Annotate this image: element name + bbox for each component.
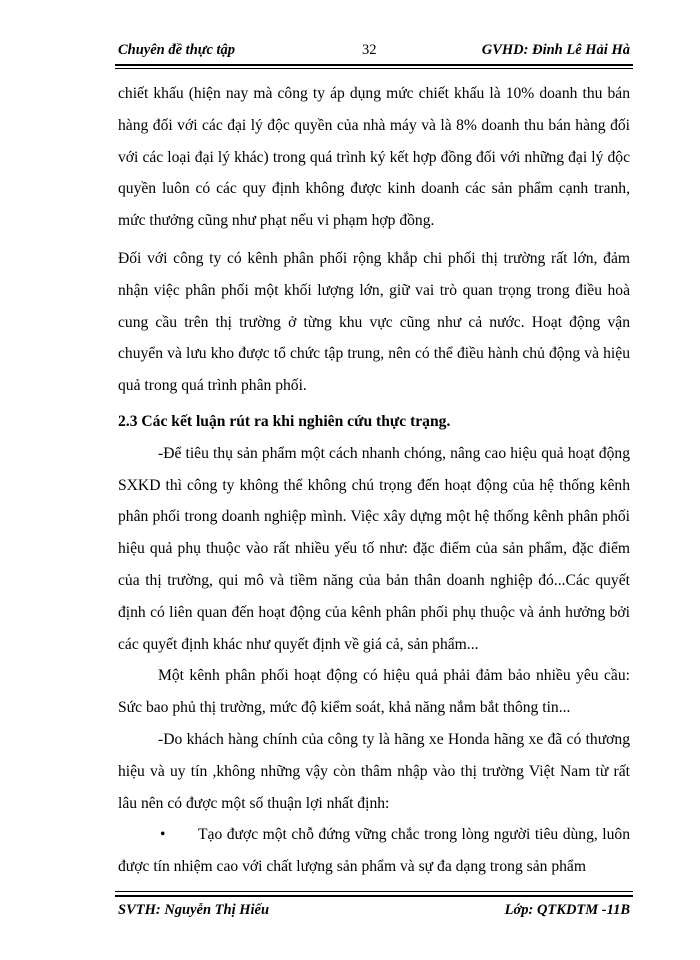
paragraph-customers: -Do khách hàng chính của công ty là hãng xe Honda hãng xe đã có thương hiệu và uy tín ,không những vậy còn thâm nhập vào thị trường Việt Nam từ rất lâu nên có được một số thuận lợi nhất định: <box>118 730 630 812</box>
paragraph-requirements: Một kênh phân phối hoạt động có hiệu quả phải đảm bảo nhiều yêu cầu: Sức bao phủ thị trường, mức độ kiểm soát, khả năng nắm bắt thông tin... <box>118 667 630 717</box>
page-header <box>118 40 630 62</box>
header-supervisor: GVHD: Đinh Lê Hải Hà <box>481 42 630 58</box>
paragraph-distribution: Đối với công ty có kênh phân phối rộng khắp chi phối thị trường rất lớn, đảm nhận việc phân phối một khối lượng lớn, giữ vai trò quan trọng trong điều hoà cung cầu trên thị trường ở từng khu vực cũng như cả nước. Hoạt động vận chuyển và lưu kho được tổ chức tập trung, nên có thể điều hành chủ động và hiệu quả trong quá trình phân phối. <box>118 249 630 395</box>
footer-class: Lớp: QTKDTM -11B <box>504 902 630 918</box>
section-heading: 2.3 Các kết luận rút ra khi nghiên cứu thực trạng. <box>118 412 451 430</box>
header-rule-thin <box>115 68 633 69</box>
document-body <box>118 78 630 883</box>
page-footer <box>118 902 630 922</box>
footer-rule <box>115 895 633 897</box>
footer-student: SVTH: Nguyễn Thị Hiếu <box>118 902 270 918</box>
bullet-text: Tạo được một chỗ đứng vững chắc trong lòng người tiêu dùng, luôn được tín nhiệm cao với chất lượng sản phẩm và sự đa dạng trong sản phẩm <box>118 826 630 876</box>
page-number: 32 <box>362 42 377 58</box>
header-title: Chuyên đề thực tập <box>118 42 236 58</box>
footer-rule-thin <box>115 891 633 892</box>
bullet-item <box>118 819 630 883</box>
header-rule <box>115 64 633 66</box>
paragraph-discount: chiết khấu (hiện nay mà công ty áp dụng mức chiết khấu là 10% doanh thu bán hàng đối với các đại lý độc quyền của nhà máy và là 8% doanh thu bán hàng đối với các loại đại lý khác) trong quá trình ký kết hợp đồng đối với những đại lý độc quyền luôn có các quy định không được kinh doanh các sản phẩm cạnh tranh, mức thưởng cũng như phạt nếu vi phạm hợp đồng. <box>118 85 630 230</box>
paragraph-conclusions: -Để tiêu thụ sản phẩm một cách nhanh chóng, nâng cao hiệu quả hoạt động SXKD thì công ty không thể không chú trọng đến hoạt động của hệ thống kênh phân phối trong doanh nghiệp mình. Việc xây dựng một hệ thống kênh phân phối hiệu quả phụ thuộc vào rất nhiều yếu tố như: đặc điểm của sản phẩm, đặc điểm của thị trường, qui mô và tiềm năng của bản thân doanh nghiệp đó...Các quyết định có liên quan đến hoạt động của kênh phân phối phụ thuộc và ảnh hưởng bởi các quyết định khác như quyết định về giá cả, sản phẩm... <box>118 444 630 653</box>
bullet-icon: • <box>160 826 166 844</box>
